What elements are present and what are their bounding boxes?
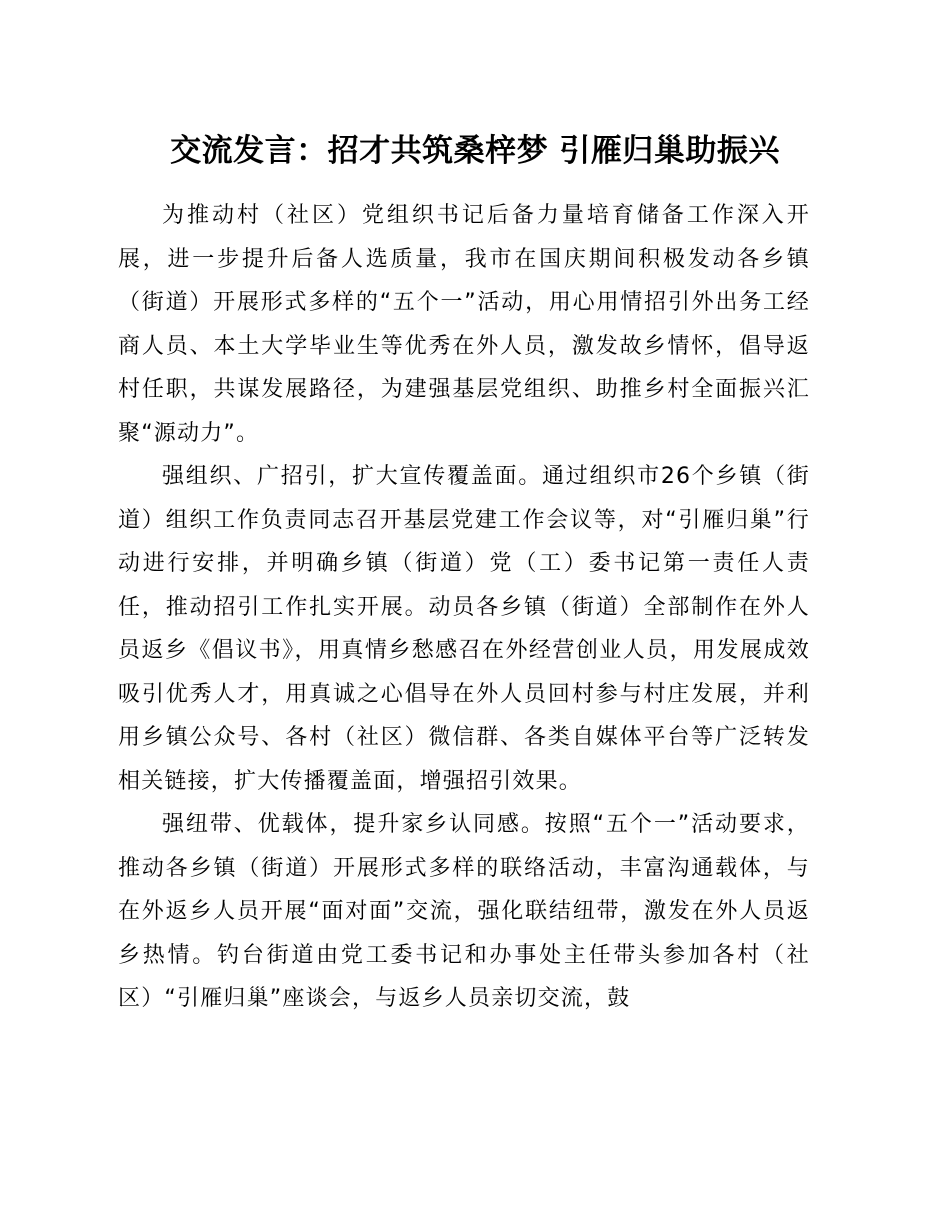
paragraph-organization: 强组织、广招引，扩大宣传覆盖面。通过组织市26个乡镇（街道）组织工作负责同志召开基层党建工作会议等，对“引雁归巢”行动进行安排，并明确乡镇（街道）党（工）委书记第一责任人责任，推动招引工作扎实开展。动员各乡镇（街道）全部制作在外人员返乡《倡议书》，用真情乡愁感召在外经营创业人员，用发展成效吸引优秀人才，用真诚之心倡导在外人员回村参与村庄发展，并利用乡镇公众号、各村（社区）微信群、各类自媒体平台等广泛转发相关链接，扩大传播覆盖面，增强招引效果。 bbox=[118, 464, 810, 794]
paragraph-intro: 为推动村（社区）党组织书记后备力量培育储备工作深入开展，进一步提升后备人选质量，我市在国庆期间积极发动各乡镇（街道）开展形式多样的“五个一”活动，用心用情招引外出务工经商人员、本土大学毕业生等优秀在外人员，激发故乡情怀，倡导返村任职，共谋发展路径，为建强基层党组织、助推乡村全面振兴汇聚“源动力”。 bbox=[118, 203, 810, 446]
document-body bbox=[118, 194, 810, 1021]
document-title: 交流发言：招才共筑桑梓梦 引雁归巢助振兴 bbox=[170, 133, 780, 169]
paragraph-connection: 强纽带、优载体，提升家乡认同感。按照“五个一”活动要求，推动各乡镇（街道）开展形式多样的联络活动，丰富沟通载体，与在外返乡人员开展“面对面”交流，强化联结纽带，激发在外人员返乡热情。钓台街道由党工委书记和办事处主任带头参加各村（社区）“引雁归巢”座谈会，与返乡人员亲切交流，鼓 bbox=[118, 812, 810, 1011]
